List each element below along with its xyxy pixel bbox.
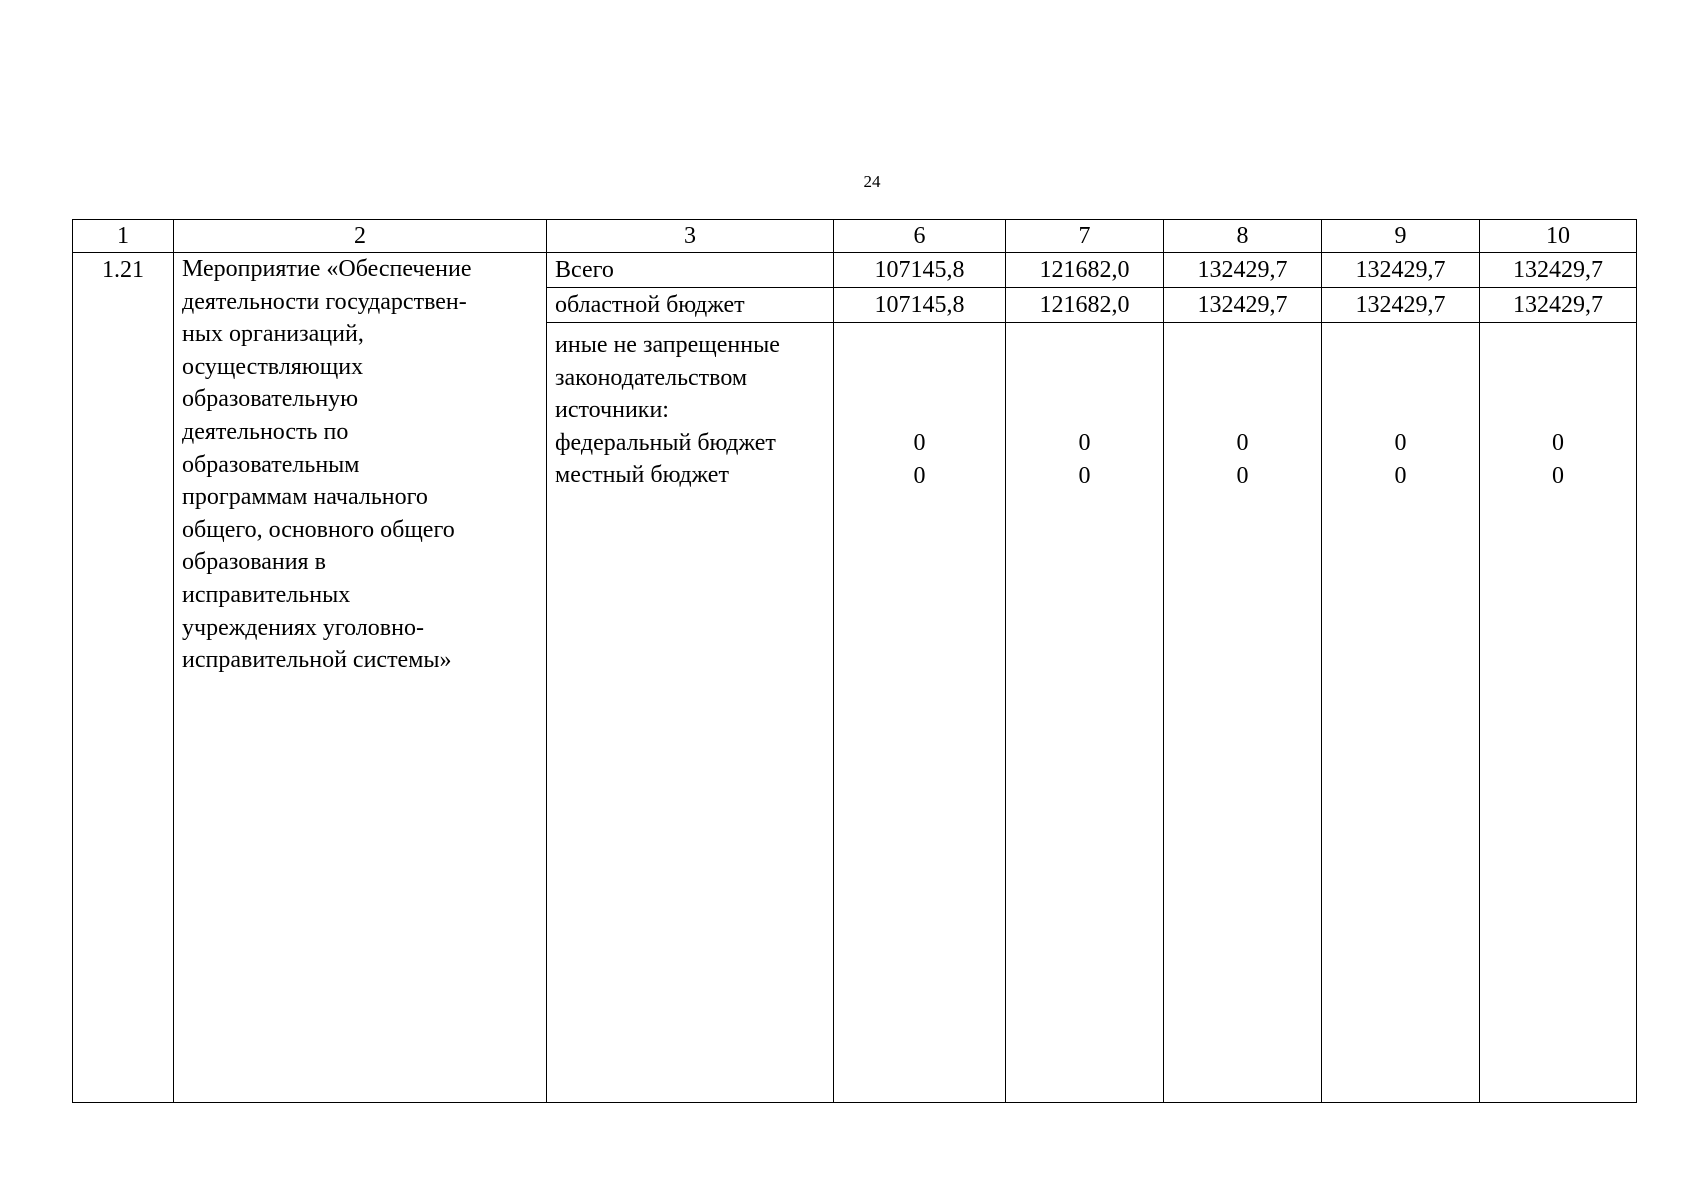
column-header: 8 — [1164, 220, 1322, 253]
local-value: 0 — [1552, 463, 1564, 489]
activity-code: 1.21 — [102, 257, 144, 283]
total-value: 107145,8 — [834, 253, 1006, 288]
regional-value: 121682,0 — [1006, 288, 1164, 323]
description-line: ных организаций, — [182, 321, 364, 348]
column-header: 7 — [1006, 220, 1164, 253]
column-header: 9 — [1322, 220, 1480, 253]
federal-value: 0 — [1236, 430, 1249, 456]
description-line: образования в — [182, 549, 326, 576]
description-line: осуществляющих — [182, 353, 364, 380]
federal-value: 0 — [1078, 430, 1091, 456]
description-line: деятельность по — [182, 418, 349, 445]
other-values-cell — [1480, 323, 1637, 1103]
federal-value: 0 — [1552, 430, 1564, 456]
other-sources-label-line: источники: — [555, 397, 669, 424]
regional-value: 107145,8 — [834, 288, 1006, 323]
description-line: общего, основного общего — [182, 516, 455, 543]
budget-table — [72, 219, 1637, 1103]
local-value: 0 — [1236, 463, 1249, 489]
column-header: 10 — [1480, 220, 1637, 253]
other-values-cell — [1164, 323, 1322, 1103]
local-value: 0 — [1394, 463, 1407, 489]
local-value: 0 — [1078, 463, 1091, 489]
federal-value: 0 — [1394, 430, 1407, 456]
regional-value: 132429,7 — [1164, 288, 1322, 323]
description-line: исправительных — [182, 581, 351, 608]
source-total-label: Всего — [547, 253, 834, 288]
description-line: Мероприятие «Обеспечение — [182, 256, 472, 282]
local-budget-label: местный бюджет — [555, 462, 729, 489]
source-regional-label: областной бюджет — [547, 288, 834, 323]
other-values-cell — [1006, 323, 1164, 1103]
description-line: программам начального — [182, 484, 428, 511]
regional-value: 132429,7 — [1480, 288, 1637, 323]
total-value: 132429,7 — [1480, 253, 1637, 288]
total-value: 132429,7 — [1322, 253, 1480, 288]
other-values-cell — [834, 323, 1006, 1103]
column-header: 2 — [174, 220, 547, 253]
column-header: 3 — [547, 220, 834, 253]
description-line: деятельности государствен- — [182, 288, 467, 315]
activity-description-cell — [174, 253, 547, 1103]
total-value: 132429,7 — [1164, 253, 1322, 288]
federal-budget-label: федеральный бюджет — [555, 429, 776, 456]
regional-value: 132429,7 — [1322, 288, 1480, 323]
description-line: учреждениях уголовно- — [182, 614, 424, 641]
local-value: 0 — [913, 463, 926, 489]
other-sources-cell — [547, 323, 834, 1103]
other-values-cell — [1322, 323, 1480, 1103]
column-header: 1 — [73, 220, 174, 253]
other-sources-label-line: иные не запрещенные — [555, 332, 780, 358]
federal-value: 0 — [913, 430, 926, 456]
table-row-total — [73, 253, 1637, 288]
column-header: 6 — [834, 220, 1006, 253]
page-number: 24 — [863, 172, 881, 191]
description-line: образовательную — [182, 386, 359, 413]
other-sources-label-line: законодательством — [555, 364, 748, 391]
activity-code-cell — [73, 253, 174, 1103]
description-line: образовательным — [182, 451, 360, 478]
description-line: исправительной системы» — [182, 647, 452, 674]
total-value: 121682,0 — [1006, 253, 1164, 288]
column-number-row — [73, 220, 1637, 253]
